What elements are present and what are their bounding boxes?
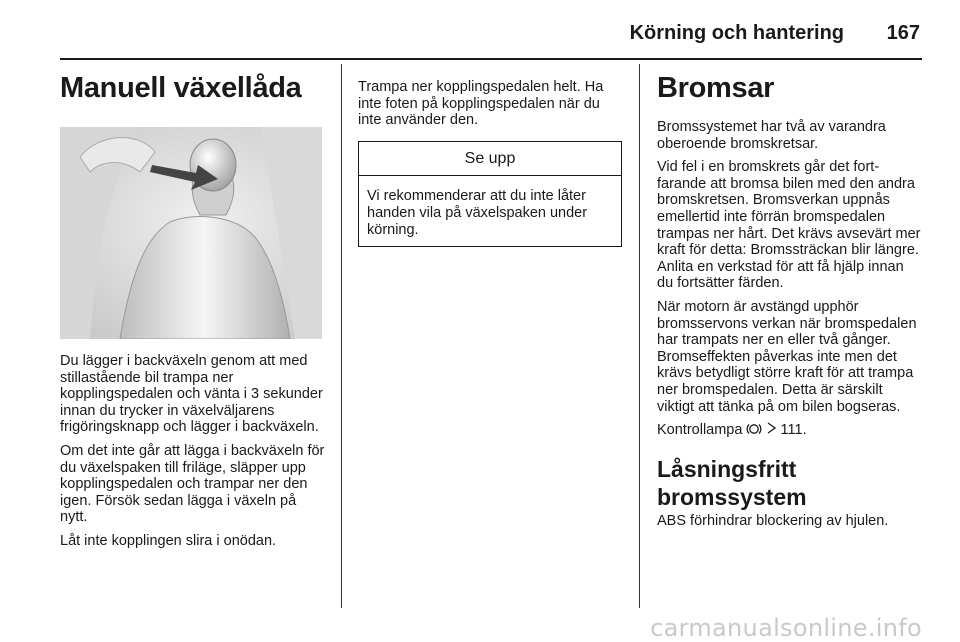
- control-lamp-reference[interactable]: 111.: [780, 422, 807, 439]
- watermark: carmanualsonline.info: [650, 614, 922, 642]
- page-header: [60, 20, 922, 60]
- section-heading-brakes: Bromsar: [657, 72, 775, 104]
- paragraph-abs: ABS förhindrar blockering av hjulen.: [657, 512, 889, 529]
- paragraph-clutch-slip: Låt inte kopplingen slira i onödan.: [60, 532, 277, 549]
- warning-box: [358, 141, 622, 247]
- left-column: [60, 70, 326, 557]
- paragraph-brake-circuits: Bromssystemet har två av varandra oberoende bromskretsar.: [657, 119, 886, 152]
- control-lamp-line: [657, 422, 923, 441]
- middle-column: [358, 79, 622, 247]
- paragraph-reverse-retry: Om det inte går att lägga i backväxeln för du växelspaken till friläge, släpper upp kopplingspedalen och trampar ner den igen. Försök sedan lägga i växeln på nytt.: [60, 442, 325, 526]
- paragraph-engine-off: När motorn är avstängd upphör bromsservons verkan när bromspedalen har trampats ner en eller två gånger. Bromseffekten påverkas inte men det krävs betydligt större kraft för att trampa ner bromspedalen. Detta är särskilt viktigt att tänka på om bilen bogseras.: [657, 298, 917, 415]
- control-lamp-label: Kontrollampa: [657, 422, 743, 439]
- paragraph-reverse-gear: Du lägger i backväxeln genom att med stillastående bil trampa ner kopplingspedalen och vänta i 3 sekunder innan du trycker in växelväljarens frigöringsknapp och lägger i backväxeln.: [60, 353, 323, 436]
- page-reference-icon: [767, 422, 777, 439]
- warning-title: Se upp: [359, 142, 621, 177]
- page-number: 167: [886, 22, 920, 44]
- paragraph-clutch-pedal: Trampa ner kopplingspedalen helt. Ha inte foten på kopplingspedalen när du inte använder den.: [358, 79, 604, 129]
- gear-lever-image: [60, 127, 322, 339]
- right-column: [657, 70, 923, 536]
- column-divider: [341, 64, 342, 608]
- header-rule: [60, 58, 922, 60]
- gear-lever-illustration: [60, 127, 322, 339]
- section-heading-abs: Låsningsfritt bromssystem: [657, 455, 807, 510]
- section-heading-manual-gearbox: Manuell växellåda: [60, 72, 302, 104]
- column-divider: [639, 64, 640, 608]
- header-title: Körning och hantering: [629, 22, 844, 44]
- paragraph-brake-failure: Vid fel i en bromskrets går det fortfarande att bromsa bilen med den andra bromskretsen. Bromsverkan uppnås emellertid inte förrän bromspedalen trampas ner hårt. Det krävs avsevärt mer kraft för detta: Bromssträckan blir längre. Anlita en verkstad för att få hjälp innan du fortsätter färden.: [657, 159, 921, 292]
- brake-warning-lamp-icon: [746, 422, 762, 441]
- warning-text: Vi rekommenderar att du inte låter handen vila på växelspaken under körning.: [367, 188, 588, 238]
